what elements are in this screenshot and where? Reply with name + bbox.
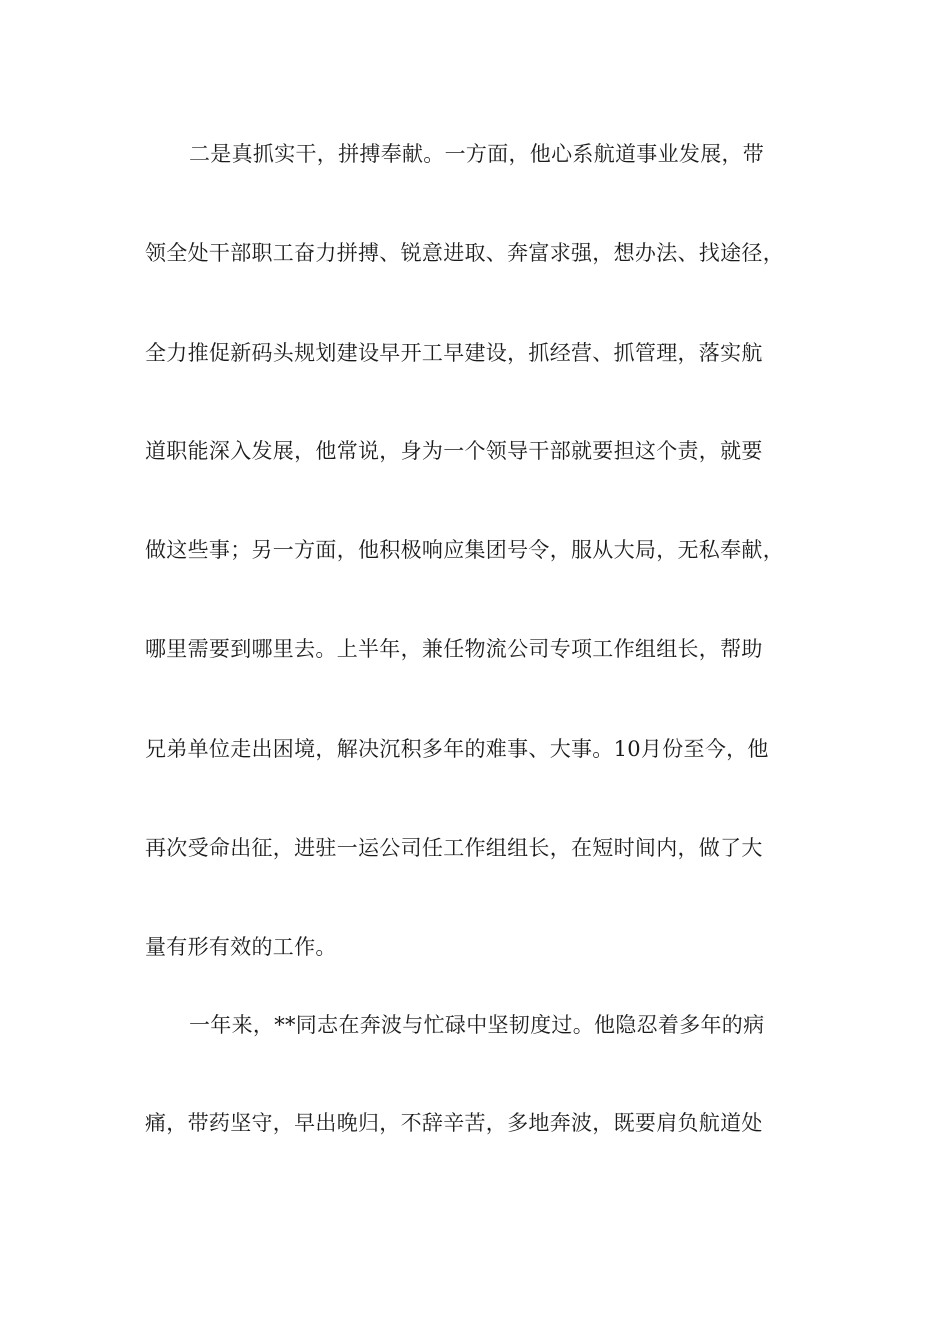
paragraph-line: 量有形有效的工作。 (145, 935, 337, 959)
paragraph-line: 兄弟单位走出困境，解决沉积多年的难事、大事。10月份至今，他 (145, 737, 769, 761)
paragraph-line: 道职能深入发展，他常说，身为一个领导干部就要担这个责，就要 (145, 439, 763, 463)
paragraph-line: 二是真抓实干，拼搏奉献。一方面，他心系航道事业发展，带 (189, 142, 765, 166)
paragraph-line: 全力推促新码头规划建设早开工早建设，抓经营、抓管理，落实航 (145, 341, 763, 365)
paragraph-line: 做这些事；另一方面，他积极响应集团号令，服从大局，无私奉献， (145, 538, 784, 562)
paragraph-line: 一年来，**同志在奔波与忙碌中坚韧度过。他隐忍着多年的病 (189, 1013, 765, 1037)
paragraph-line: 领全处干部职工奋力拼搏、锐意进取、奔富求强，想办法、找途径， (145, 241, 784, 265)
paragraph-line: 再次受命出征，进驻一运公司任工作组组长，在短时间内，做了大 (145, 836, 763, 860)
paragraph-line: 痛，带药坚守，早出晚归，不辞辛苦，多地奔波，既要肩负航道处 (145, 1111, 763, 1135)
paragraph-line: 哪里需要到哪里去。上半年，兼任物流公司专项工作组组长，帮助 (145, 637, 763, 661)
